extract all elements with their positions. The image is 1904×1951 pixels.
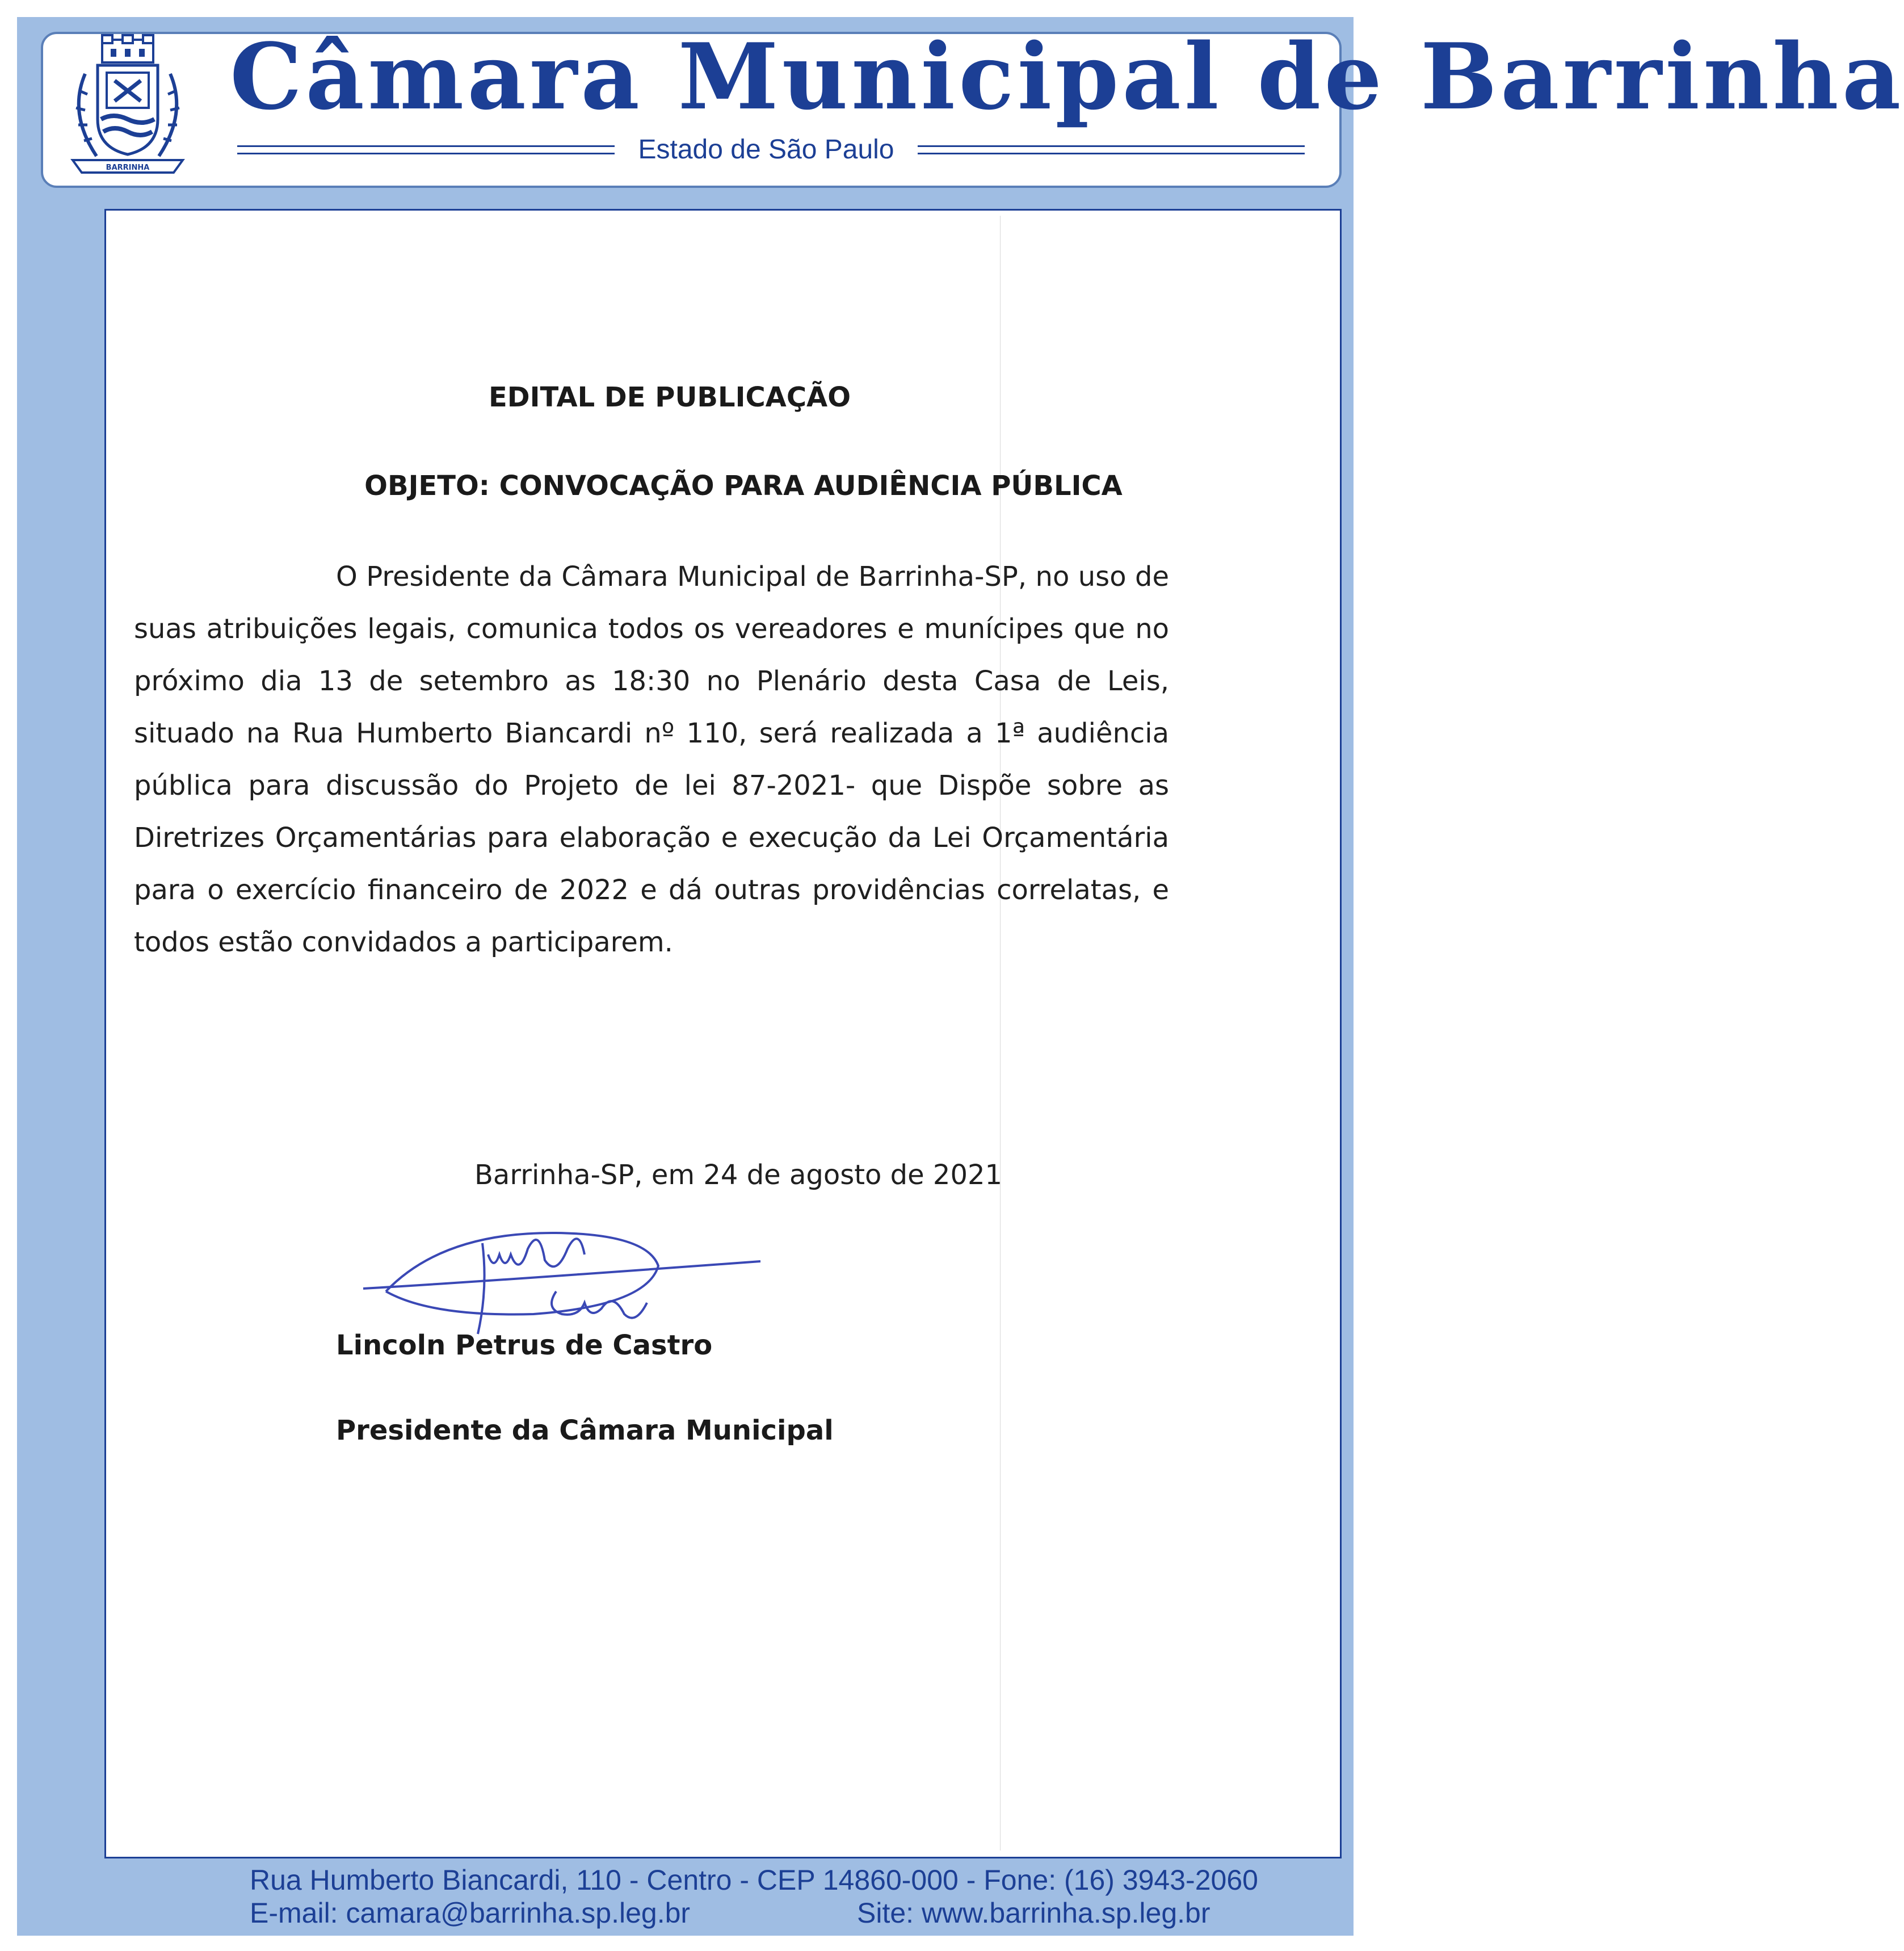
letterhead-rule-right [918, 145, 1305, 154]
crest-ribbon-text: BARRINHA [106, 163, 150, 172]
letterhead-title: Câmara Municipal de Barrinha [230, 23, 1904, 130]
letterhead-subtitle: Estado de São Paulo [638, 135, 894, 165]
footer-address: Rua Humberto Biancardi, 110 - Centro - CEP 14860-000 - Fone: (16) 3943-2060 [250, 1864, 1258, 1896]
document-frame [104, 209, 1342, 1858]
scan-fold-line [1000, 216, 1001, 1851]
coat-of-arms-icon [62, 34, 193, 187]
footer-email: E-mail: camara@barrinha.sp.leg.br [250, 1897, 691, 1929]
document-subject: OBJETO: CONVOCAÇÃO PARA AUDIÊNCIA PÚBLICA [364, 470, 1123, 502]
footer-site: Site: www.barrinha.sp.leg.br [857, 1897, 1211, 1929]
signer-name: Lincoln Petrus de Castro [336, 1329, 713, 1361]
signature-image [352, 1220, 772, 1345]
document-title: EDITAL DE PUBLICAÇÃO [488, 381, 851, 413]
document-date: Barrinha-SP, em 24 de agosto de 2021 [474, 1159, 1003, 1191]
letterhead-rule-left [237, 145, 615, 154]
document-body: O Presidente da Câmara Municipal de Barrinha-SP, no uso de suas atribuições legais, comunica todos os vereadores e munícipes que no próximo dia 13 de setembro as 18:30 no Plenário desta Casa de Leis, situado na Rua Humberto Biancardi nº 110, será realizada a 1ª audiência pública para discussão do Projeto de lei 87-2021- que Dispõe sobre as Diretrizes Orçamentárias para elaboração e execução da Lei Orçamentária para o exercício financeiro de 2022 e dá outras providências correlatas, e todos estão convidados a participarem. [134, 561, 1169, 958]
signer-role: Presidente da Câmara Municipal [336, 1415, 834, 1446]
